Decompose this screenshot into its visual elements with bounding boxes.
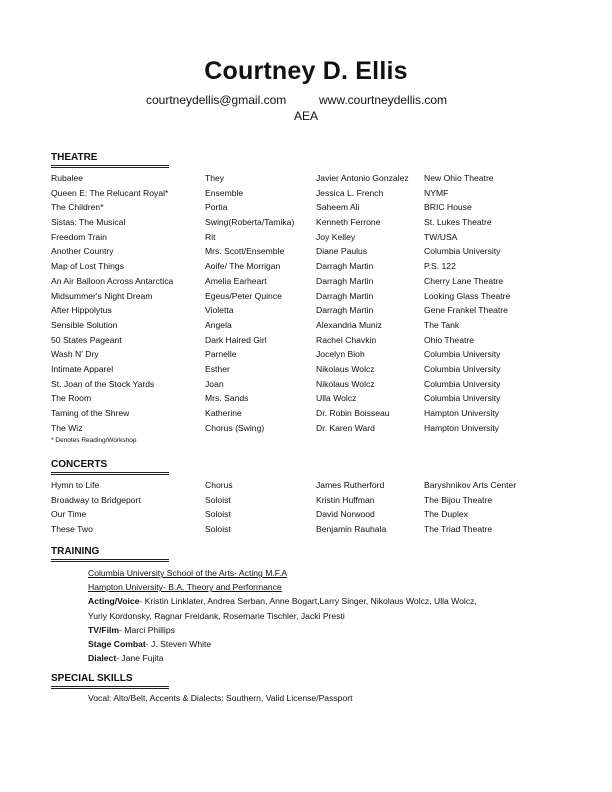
credit-show: Queen E: The Relucant Royal*: [51, 187, 169, 198]
credit-role: Chorus (Swing): [205, 422, 265, 433]
credit-director: Benjamin Rauhala: [316, 524, 387, 535]
reading-note: * Denotes Reading/Workshop: [51, 437, 137, 445]
credit-role: Amelia Earheart: [205, 275, 267, 286]
credit-role: Egeus/Peter Quince: [205, 290, 282, 301]
credit-venue: Hampton University: [424, 408, 499, 418]
concerts-section: [51, 459, 571, 537]
credit-role: Angela: [205, 319, 232, 330]
credit-show: Hymn to Life: [51, 480, 100, 490]
credit-director: Darragh Martin: [316, 290, 374, 301]
credit-show: Map of Lost Things: [51, 261, 124, 272]
skills-text: Vocal: Alto/Belt, Accents & Dialects: Southern, Valid License/Passport: [88, 693, 353, 703]
credit-show: Rubalee: [51, 173, 84, 183]
section-divider: [51, 559, 169, 562]
credit-director: James Rutherford: [316, 480, 385, 490]
union-affiliation: AEA: [293, 109, 318, 123]
credit-row: [51, 215, 571, 230]
credit-venue: Looking Glass Theatre: [424, 290, 511, 301]
credit-director: Darragh Martin: [316, 305, 374, 316]
credit-venue: The Triad Theatre: [424, 524, 493, 535]
credit-venue: The Duplex: [424, 509, 468, 520]
training-dialect: Dialect- Jane Fujita: [88, 653, 164, 664]
credit-director: Kenneth Ferrone: [316, 217, 381, 228]
section-divider: [51, 472, 169, 475]
credit-director: Javier Antonio Gonzalez: [316, 173, 409, 183]
credit-venue: St. Lukes Theatre: [424, 217, 492, 228]
resume-name: Courtney D. Ellis: [204, 57, 408, 85]
credit-venue: Columbia University: [424, 393, 501, 404]
credit-show: The Room: [51, 393, 92, 404]
credit-director: Ulla Wolcz: [316, 393, 357, 404]
training-stage-combat: Stage Combat- J. Steven White: [88, 638, 212, 649]
credit-row: [51, 274, 571, 289]
credit-director: Dr. Robin Boisseau: [316, 408, 390, 418]
credit-row: [51, 200, 571, 215]
email-address: courtneydellis@gmail.com: [146, 93, 287, 107]
credit-role: Soloist: [205, 524, 231, 535]
credit-row: [51, 186, 571, 201]
concerts-heading: CONCERTS: [51, 459, 108, 470]
credit-director: David Norwood: [316, 509, 375, 520]
credit-role: Aoife/ The Morrigan: [205, 261, 281, 272]
credit-role: Violetta: [205, 305, 234, 316]
credit-row: [51, 522, 571, 537]
credit-venue: The Tank: [424, 319, 460, 330]
credit-director: Alexandria Muniz: [316, 319, 382, 330]
credit-show: Wash N' Dry: [51, 349, 99, 360]
credit-venue: Hampton University: [424, 422, 499, 433]
training-acting-voice: Acting/Voice- Kristin Linklater, Andrea Serban, Anne Bogart,Larry Singer, Nikolaus Wolcz, Ulla Wolcz,: [88, 596, 477, 607]
credit-row: [51, 377, 571, 392]
credit-venue: TW/USA: [424, 231, 458, 242]
credit-role: Ensemble: [205, 187, 244, 198]
credit-row: [51, 478, 571, 493]
credit-role: Soloist: [205, 509, 231, 520]
credit-row: [51, 171, 571, 186]
credit-director: Diane Paulus: [316, 246, 368, 257]
credit-venue: P.S. 122: [424, 261, 456, 272]
credit-venue: BRIC House: [424, 202, 472, 213]
credit-role: Parnelle: [205, 349, 237, 360]
credit-show: Midsummer's Night Dream: [51, 290, 153, 301]
credit-venue: Baryshnikov Arts Center: [424, 480, 517, 490]
credit-director: Rachel Chavkin: [316, 334, 377, 345]
credit-row: [51, 347, 571, 362]
credit-venue: Columbia University: [424, 378, 501, 389]
training-list: [51, 566, 571, 665]
credit-row: [51, 289, 571, 304]
section-divider: [51, 686, 169, 689]
credit-row: [51, 406, 571, 421]
credit-director: Jocelyn Bioh: [316, 349, 365, 360]
theatre-credits: [51, 171, 571, 435]
credit-venue: Gene Frankel Theatre: [424, 305, 508, 316]
credit-show: Sistas: The Musical: [51, 217, 126, 228]
credit-director: Kristin Huffman: [316, 494, 375, 505]
credit-show: 50 States Pageant: [51, 334, 122, 345]
credit-director: Dr. Karen Ward: [316, 422, 375, 433]
training-section: [51, 546, 571, 665]
credit-row: [51, 391, 571, 406]
credit-director: Jessica L. French: [316, 187, 384, 198]
credit-venue: Ohio Theatre: [424, 334, 475, 345]
credit-venue: New Ohio Theatre: [424, 173, 494, 183]
credit-show: These Two: [51, 524, 93, 535]
credit-row: [51, 507, 571, 522]
credit-venue: Columbia University: [424, 363, 501, 374]
credit-role: Chorus: [205, 480, 233, 490]
credit-show: Freedom Train: [51, 231, 107, 242]
credit-role: Dark Haired Girl: [205, 334, 267, 345]
concert-credits: [51, 478, 571, 537]
credit-show: Taming of the Shrew: [51, 408, 130, 418]
credit-show: Sensible Solution: [51, 319, 118, 330]
theatre-heading: THEATRE: [51, 152, 98, 163]
credit-row: [51, 318, 571, 333]
credit-venue: Columbia University: [424, 349, 501, 360]
credit-show: Broadway to Bridgeport: [51, 494, 141, 505]
credit-venue: Cherry Lane Theatre: [424, 275, 504, 286]
credit-director: Darragh Martin: [316, 275, 374, 286]
website-address: www.courtneydellis.com: [319, 93, 448, 107]
credit-show: The Wiz: [51, 422, 83, 433]
credit-role: Katherine: [205, 408, 242, 418]
credit-show: Another Country: [51, 246, 114, 257]
credit-show: Our Time: [51, 509, 87, 520]
training-heading: TRAINING: [51, 546, 100, 557]
credit-row: [51, 333, 571, 348]
credit-row: [51, 230, 571, 245]
credit-director: Nikolaus Wolcz: [316, 378, 375, 389]
credit-role: Mrs. Sands: [205, 393, 249, 404]
training-acting-voice-cont: Yuriy Kordonsky, Ragnar Freidank, Rosemarie Tischler, Jacki Presti: [88, 610, 345, 621]
credit-row: [51, 493, 571, 508]
credit-row: [51, 362, 571, 377]
credit-director: Joy Kelley: [316, 231, 356, 242]
credit-director: Darragh Martin: [316, 261, 374, 272]
skills-section: [51, 673, 571, 705]
skills-heading: SPECIAL SKILLS: [51, 673, 133, 684]
training-school-2: Hampton University- B.A. Theory and Performance: [88, 582, 282, 593]
credit-show: After Hippolytus: [51, 305, 112, 316]
credit-role: Portia: [205, 202, 228, 213]
credit-role: Esther: [205, 363, 230, 374]
credit-venue: Columbia University: [424, 246, 501, 257]
training-school-1: Columbia University School of the Arts- Acting M.F.A: [88, 568, 288, 578]
credit-director: Nikolaus Wolcz: [316, 363, 375, 374]
credit-show: The Children*: [51, 202, 104, 213]
credit-role: Soloist: [205, 494, 231, 505]
credit-row: [51, 244, 571, 259]
credit-row: [51, 259, 571, 274]
credit-role: Joan: [205, 378, 224, 389]
credit-show: St. Joan of the Stock Yards: [51, 378, 155, 389]
credit-role: Swing(Roberta/Tamika): [205, 217, 295, 228]
credit-show: Intimate Apparel: [51, 363, 114, 374]
credit-role: Rit: [205, 231, 216, 242]
credit-venue: NYMF: [424, 187, 449, 198]
section-divider: [51, 165, 169, 168]
credit-role: Mrs. Scott/Ensemble: [205, 246, 285, 257]
credit-row: [51, 421, 571, 436]
theatre-section: [51, 152, 571, 447]
credit-role: They: [205, 173, 225, 183]
credit-show: An Air Balloon Across Antarctica: [51, 275, 174, 286]
credit-director: Saheem Ali: [316, 202, 360, 213]
credit-row: [51, 303, 571, 318]
credit-venue: The Bijou Theatre: [424, 494, 493, 505]
training-tv-film: TV/Film- Marci Phillips: [88, 624, 175, 635]
